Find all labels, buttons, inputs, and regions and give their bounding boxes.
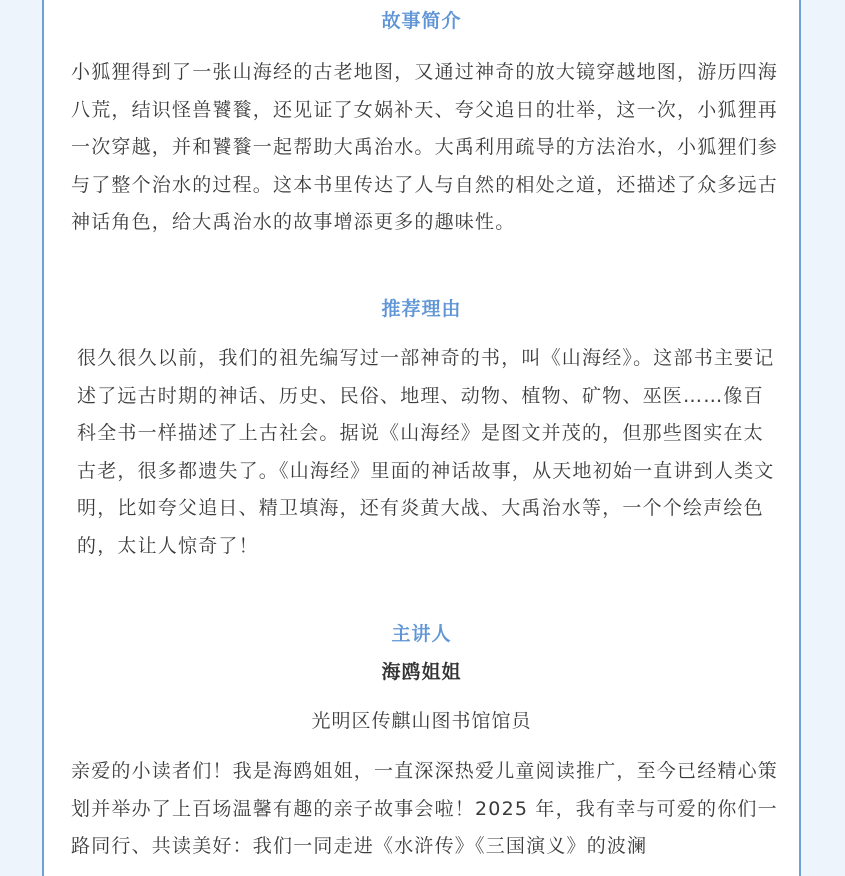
summary-heading: 故事简介 (381, 10, 462, 32)
speaker-paragraph: 亲爱的小读者们！我是海鸥姐姐，一直深深热爱儿童阅读推广，至今已经精心策划并举办了上百场温馨有趣的亲子故事会啦！2025 年，我有幸与可爱的你们一路同行、共读美好：我们一同走进《水浒传》《三国演义》的波澜 (71, 760, 779, 858)
article-card (42, 0, 801, 876)
reason-heading: 推荐理由 (381, 298, 462, 320)
summary-paragraph: 小狐狸得到了一张山海经的古老地图，又通过神奇的放大镜穿越地图，游历四海八荒，结识怪兽饕餮，还见证了女娲补天、夸父追日的壮举，这一次，小狐狸再一次穿越，并和饕餮一起帮助大禹治水。大禹利用疏导的方法治水，小狐狸们参与了整个治水的过程。这本书里传达了人与自然的相处之道，还描述了众多远古神话角色，给大禹治水的故事增添更多的趣味性。 (71, 61, 779, 234)
speaker-role: 光明区传麒山图书馆馆员 (311, 710, 532, 732)
speaker-name: 海鸥姐姐 (381, 661, 462, 683)
speaker-heading: 主讲人 (391, 623, 452, 645)
reason-paragraph: 很久很久以前，我们的祖先编写过一部神奇的书，叫《山海经》。这部书主要记述了远古时期的神话、历史、民俗、地理、动物、植物、矿物、巫医……像百科全书一样描述了上古社会。据说《山海经》是图文并茂的，但那些图实在太古老，很多都遗失了。《山海经》里面的神话故事，从天地初始一直讲到人类文明，比如夸父追日、精卫填海，还有炎黄大战、大禹治水等，一个个绘声绘色的，太让人惊奇了！ (77, 347, 775, 557)
